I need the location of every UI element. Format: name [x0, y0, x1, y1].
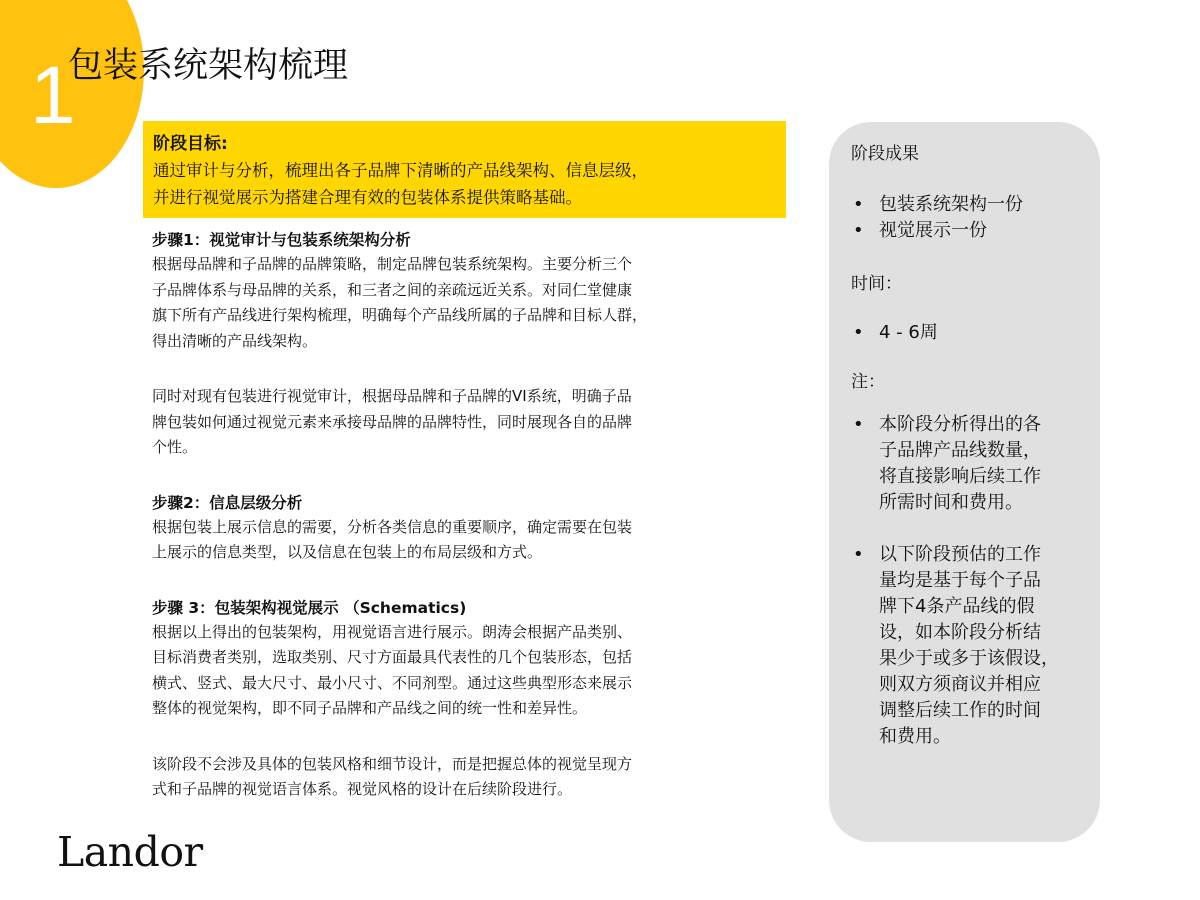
goal-line: 并进行视觉展示为搭建合理有效的包装体系提供策略基础。	[153, 188, 582, 207]
goal-box	[143, 121, 786, 218]
step-3-title: 步骤 3：包装架构视觉展示 （Schematics)	[152, 598, 467, 617]
goal-title: 阶段目标:	[153, 134, 228, 154]
step-3-paragraph-1: 根据以上得出的包装架构，用视觉语言进行展示。朗涛会根据产品类别、 目标消费者类别，选取类别、尺寸方面最具代表性的几个包装形态，包括 横式、竖式、最大尺寸、最小尺寸、不同剂型。通过这些典型形态来展示 整体的视觉架构，即不同子品牌和产品线之间的统一性和差异性。	[152, 622, 633, 717]
results-heading: 阶段成果	[851, 144, 919, 164]
goal-line: 通过审计与分析，梳理出各子品牌下清晰的产品线架构、信息层级，	[153, 161, 648, 180]
section-number: 1	[30, 50, 76, 141]
main-content	[152, 228, 772, 803]
step-1-paragraph-1: 根据母品牌和子品牌的品牌策略，制定品牌包装系统架构。主要分析三个 子品牌体系与母品牌的关系，和三者之间的亲疏远近关系。对同仁堂健康 旗下所有产品线进行架构梳理，明确每个产品线所属的子品牌和目标人群， 得出清晰的产品线架构。	[152, 255, 648, 350]
list-item: • 以下阶段预估的工作 量均是基于每个子品 牌下4条产品线的假 设，如本阶段分析结 果少于或多于该假设， 则双方须商议并相应 调整后续工作的时间 和费用。	[851, 542, 1078, 750]
list-item: • 4 - 6周	[851, 320, 1078, 346]
page-title: 包装系统架构梳理	[68, 46, 349, 86]
list-item: • 视觉展示一份	[851, 218, 1078, 244]
results-list	[851, 192, 1078, 244]
list-item: • 本阶段分析得出的各 子品牌产品线数量， 将直接影响后续工作 所需时间和费用。	[851, 412, 1078, 516]
landor-logo: Landor	[57, 828, 203, 876]
step-1-title: 步骤1：视觉审计与包装系统架构分析	[152, 231, 411, 249]
step-2-paragraph: 根据包装上展示信息的需要，分析各类信息的重要顺序，确定需要在包装 上展示的信息类型，以及信息在包装上的布局层级和方式。	[152, 517, 633, 561]
notes-heading: 注：	[851, 372, 885, 392]
time-list	[851, 320, 1078, 346]
list-item: • 包装系统架构一份	[851, 192, 1078, 218]
side-panel	[829, 122, 1100, 842]
step-2-title: 步骤2：信息层级分析	[152, 493, 303, 512]
notes-list	[851, 412, 1078, 750]
step-3-paragraph-2: 该阶段不会涉及具体的包装风格和细节设计，而是把握总体的视觉呈现方 式和子品牌的视觉语言体系。视觉风格的设计在后续阶段进行。	[152, 754, 633, 798]
step-1-paragraph-2: 同时对现有包装进行视觉审计，根据母品牌和子品牌的VI系统，明确子品 牌包装如何通过视觉元素来承接母品牌的品牌特性，同时展现各自的品牌 个性。	[152, 387, 633, 456]
time-heading: 时间：	[851, 274, 902, 294]
